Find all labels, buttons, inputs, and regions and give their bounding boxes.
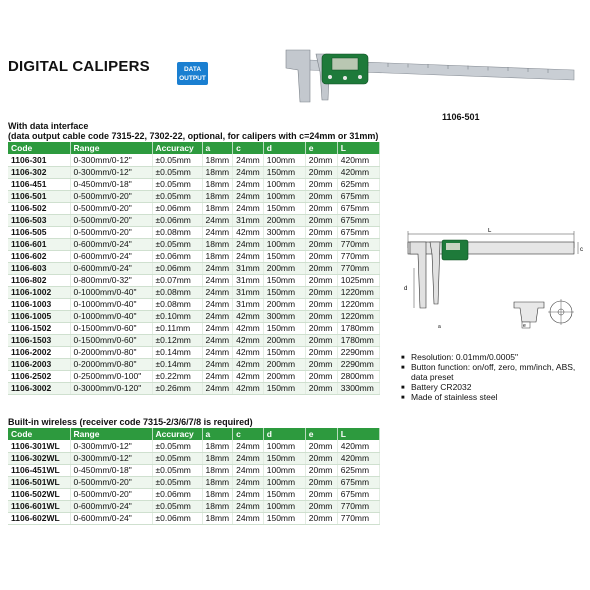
table-row [8, 370, 379, 382]
dim-label-l: L [488, 228, 492, 234]
table-header-row [8, 428, 379, 440]
cell-accuracy: ±0.14mm [152, 346, 202, 358]
cell-l: 1025mm [337, 274, 379, 286]
spec-table-data-interface [8, 142, 380, 395]
cell-a: 18mm [202, 476, 233, 488]
cell-d: 150mm [263, 202, 305, 214]
cell-range: 0-1500mm/0-60" [70, 322, 152, 334]
cell-c: 42mm [233, 370, 264, 382]
cell-a: 18mm [202, 464, 233, 476]
cell-c: 31mm [233, 286, 264, 298]
cell-accuracy: ±0.14mm [152, 358, 202, 370]
cell-e: 20mm [305, 166, 337, 178]
cell-accuracy: ±0.12mm [152, 334, 202, 346]
cell-d: 100mm [263, 500, 305, 512]
table-row [8, 322, 379, 334]
section1-caption-line2: (data output cable code 7315-22, 7302-22, optional, for calipers with c=24mm or 31mm) [8, 131, 379, 141]
cell-c: 24mm [233, 464, 264, 476]
cell-accuracy: ±0.05mm [152, 178, 202, 190]
cell-l: 770mm [337, 250, 379, 262]
cell-e: 20mm [305, 310, 337, 322]
cell-d: 200mm [263, 298, 305, 310]
cell-l: 675mm [337, 226, 379, 238]
cell-range: 0-500mm/0-20" [70, 488, 152, 500]
cell-range: 0-600mm/0-24" [70, 250, 152, 262]
cell-code: 1106-601WL [8, 500, 70, 512]
data-output-badge [177, 62, 208, 85]
dimension-drawing [398, 228, 586, 336]
cell-a: 24mm [202, 214, 233, 226]
cell-l: 770mm [337, 512, 379, 524]
cell-code: 1106-1002 [8, 286, 70, 298]
cell-range: 0-1000mm/0-40" [70, 310, 152, 322]
cell-e: 20mm [305, 334, 337, 346]
cell-c: 24mm [233, 488, 264, 500]
cell-l: 1780mm [337, 334, 379, 346]
cell-code: 1106-501 [8, 190, 70, 202]
cell-l: 625mm [337, 464, 379, 476]
cell-c: 24mm [233, 250, 264, 262]
table-row [8, 262, 379, 274]
header-accuracy: Accuracy [152, 428, 202, 440]
cell-d: 150mm [263, 488, 305, 500]
cell-accuracy: ±0.06mm [152, 214, 202, 226]
cell-code: 1106-502 [8, 202, 70, 214]
section1-caption [8, 121, 378, 141]
section2-caption-line1: Built-in wireless (receiver code 7315-2/3/6/7/8 is required) [8, 417, 253, 427]
cell-a: 18mm [202, 452, 233, 464]
cell-d: 100mm [263, 238, 305, 250]
table-row [8, 166, 379, 178]
cell-code: 1106-302WL [8, 452, 70, 464]
cell-c: 31mm [233, 298, 264, 310]
cell-a: 24mm [202, 226, 233, 238]
cell-range: 0-300mm/0-12" [70, 440, 152, 452]
cell-e: 20mm [305, 154, 337, 166]
cell-a: 18mm [202, 202, 233, 214]
cell-e: 20mm [305, 178, 337, 190]
cell-c: 24mm [233, 238, 264, 250]
cell-range: 0-1000mm/0-40" [70, 298, 152, 310]
cell-accuracy: ±0.06mm [152, 262, 202, 274]
cell-c: 24mm [233, 440, 264, 452]
cell-d: 200mm [263, 358, 305, 370]
cell-e: 20mm [305, 512, 337, 524]
cell-c: 24mm [233, 452, 264, 464]
cell-range: 0-1500mm/0-60" [70, 334, 152, 346]
cell-d: 100mm [263, 190, 305, 202]
cell-code: 1106-602 [8, 250, 70, 262]
cell-code: 1106-301WL [8, 440, 70, 452]
cell-range: 0-500mm/0-20" [70, 190, 152, 202]
cell-range: 0-800mm/0-32" [70, 274, 152, 286]
cell-l: 770mm [337, 238, 379, 250]
cell-l: 420mm [337, 440, 379, 452]
cell-accuracy: ±0.05mm [152, 166, 202, 178]
header-d: d [263, 142, 305, 154]
cell-e: 20mm [305, 440, 337, 452]
cell-c: 24mm [233, 500, 264, 512]
dim-label-c: c [580, 247, 583, 253]
header-d: d [263, 428, 305, 440]
table-row [8, 440, 379, 452]
cell-e: 20mm [305, 488, 337, 500]
cell-l: 675mm [337, 488, 379, 500]
section1-caption-line1: With data interface [8, 121, 89, 131]
cell-e: 20mm [305, 274, 337, 286]
cell-e: 20mm [305, 190, 337, 202]
cell-c: 24mm [233, 512, 264, 524]
cell-e: 20mm [305, 358, 337, 370]
cell-code: 1106-2002 [8, 346, 70, 358]
cell-range: 0-600mm/0-24" [70, 500, 152, 512]
cell-c: 42mm [233, 358, 264, 370]
header-code: Code [8, 428, 70, 440]
model-label: 1106-501 [442, 112, 480, 122]
cell-accuracy: ±0.08mm [152, 226, 202, 238]
cell-range: 0-300mm/0-12" [70, 452, 152, 464]
cell-range: 0-500mm/0-20" [70, 476, 152, 488]
table-row [8, 274, 379, 286]
cell-c: 42mm [233, 310, 264, 322]
table-row [8, 334, 379, 346]
cell-d: 150mm [263, 166, 305, 178]
cell-l: 675mm [337, 476, 379, 488]
section2-caption [8, 417, 253, 427]
cell-code: 1106-603 [8, 262, 70, 274]
dim-label-d: d [404, 286, 408, 292]
cell-e: 20mm [305, 226, 337, 238]
table-row [8, 358, 379, 370]
cell-d: 300mm [263, 226, 305, 238]
header-e: e [305, 428, 337, 440]
cell-code: 1106-451 [8, 178, 70, 190]
header-range: Range [70, 142, 152, 154]
cell-d: 150mm [263, 346, 305, 358]
cell-c: 42mm [233, 382, 264, 394]
cell-c: 42mm [233, 334, 264, 346]
cell-c: 24mm [233, 178, 264, 190]
cell-e: 20mm [305, 370, 337, 382]
cell-d: 100mm [263, 440, 305, 452]
cell-code: 1106-2003 [8, 358, 70, 370]
cell-l: 1220mm [337, 310, 379, 322]
cell-accuracy: ±0.06mm [152, 488, 202, 500]
cell-a: 18mm [202, 238, 233, 250]
cell-e: 20mm [305, 322, 337, 334]
cell-range: 0-500mm/0-20" [70, 214, 152, 226]
cell-code: 1106-502WL [8, 488, 70, 500]
caliper-image [278, 40, 578, 110]
table-row [8, 488, 379, 500]
cell-l: 675mm [337, 190, 379, 202]
cell-e: 20mm [305, 500, 337, 512]
cell-a: 24mm [202, 286, 233, 298]
cell-e: 20mm [305, 452, 337, 464]
cell-code: 1106-3002 [8, 382, 70, 394]
header-a: a [202, 142, 233, 154]
header-accuracy: Accuracy [152, 142, 202, 154]
feature-list [400, 352, 585, 402]
spec-table-wireless [8, 428, 380, 525]
cell-c: 31mm [233, 274, 264, 286]
cell-l: 2290mm [337, 346, 379, 358]
table-row [8, 154, 379, 166]
cell-a: 24mm [202, 298, 233, 310]
cell-accuracy: ±0.08mm [152, 298, 202, 310]
table-row [8, 346, 379, 358]
header-e: e [305, 142, 337, 154]
cell-accuracy: ±0.07mm [152, 274, 202, 286]
cell-e: 20mm [305, 346, 337, 358]
header-code: Code [8, 142, 70, 154]
cell-range: 0-2000mm/0-80" [70, 346, 152, 358]
badge-line1: DATA [183, 66, 202, 73]
table-row [8, 190, 379, 202]
cell-a: 18mm [202, 190, 233, 202]
cell-a: 18mm [202, 250, 233, 262]
cell-a: 24mm [202, 262, 233, 274]
cell-code: 1106-2502 [8, 370, 70, 382]
cell-a: 18mm [202, 178, 233, 190]
cell-accuracy: ±0.11mm [152, 322, 202, 334]
cell-a: 24mm [202, 334, 233, 346]
cell-accuracy: ±0.26mm [152, 382, 202, 394]
cell-a: 18mm [202, 440, 233, 452]
cell-range: 0-600mm/0-24" [70, 512, 152, 524]
cell-c: 31mm [233, 262, 264, 274]
cell-l: 1220mm [337, 286, 379, 298]
dim-label-e: e [523, 323, 526, 329]
cell-l: 770mm [337, 262, 379, 274]
table-row [8, 250, 379, 262]
table-row [8, 310, 379, 322]
cell-e: 20mm [305, 238, 337, 250]
cell-range: 0-300mm/0-12" [70, 166, 152, 178]
cell-accuracy: ±0.05mm [152, 500, 202, 512]
cell-d: 200mm [263, 214, 305, 226]
cell-code: 1106-302 [8, 166, 70, 178]
cell-accuracy: ±0.05mm [152, 154, 202, 166]
cell-a: 18mm [202, 488, 233, 500]
cell-c: 24mm [233, 190, 264, 202]
table-row [8, 512, 379, 524]
cell-code: 1106-505 [8, 226, 70, 238]
cell-accuracy: ±0.10mm [152, 310, 202, 322]
cell-e: 20mm [305, 286, 337, 298]
table-row [8, 382, 379, 394]
cell-e: 20mm [305, 202, 337, 214]
badge-line2: OUTPUT [179, 75, 206, 82]
cell-a: 18mm [202, 512, 233, 524]
cell-code: 1106-1502 [8, 322, 70, 334]
cell-d: 150mm [263, 512, 305, 524]
cell-accuracy: ±0.08mm [152, 286, 202, 298]
header-c: c [233, 142, 264, 154]
cell-l: 2800mm [337, 370, 379, 382]
cell-range: 0-3000mm/0-120" [70, 382, 152, 394]
cell-l: 1780mm [337, 322, 379, 334]
cell-d: 300mm [263, 310, 305, 322]
cell-c: 42mm [233, 226, 264, 238]
feature-item: ■ Resolution: 0.01mm/0.0005" [400, 352, 585, 362]
cell-d: 100mm [263, 464, 305, 476]
table-row [8, 226, 379, 238]
cell-a: 18mm [202, 500, 233, 512]
cell-l: 770mm [337, 500, 379, 512]
cell-c: 24mm [233, 202, 264, 214]
cell-range: 0-2000mm/0-80" [70, 358, 152, 370]
cell-accuracy: ±0.06mm [152, 250, 202, 262]
header-a: a [202, 428, 233, 440]
cell-l: 675mm [337, 214, 379, 226]
cell-a: 24mm [202, 358, 233, 370]
cell-code: 1106-301 [8, 154, 70, 166]
cell-d: 200mm [263, 334, 305, 346]
header-l: L [337, 428, 379, 440]
cell-accuracy: ±0.22mm [152, 370, 202, 382]
cell-a: 18mm [202, 166, 233, 178]
cell-d: 100mm [263, 476, 305, 488]
cell-d: 150mm [263, 286, 305, 298]
cell-range: 0-600mm/0-24" [70, 238, 152, 250]
cell-l: 420mm [337, 166, 379, 178]
cell-d: 200mm [263, 262, 305, 274]
cell-range: 0-300mm/0-12" [70, 154, 152, 166]
cell-range: 0-600mm/0-24" [70, 262, 152, 274]
cell-code: 1106-601 [8, 238, 70, 250]
cell-accuracy: ±0.05mm [152, 476, 202, 488]
cell-l: 625mm [337, 178, 379, 190]
header-c: c [233, 428, 264, 440]
cell-accuracy: ±0.05mm [152, 190, 202, 202]
cell-c: 42mm [233, 346, 264, 358]
cell-a: 24mm [202, 382, 233, 394]
table-header-row [8, 142, 379, 154]
cell-code: 1106-602WL [8, 512, 70, 524]
cell-a: 24mm [202, 310, 233, 322]
cell-a: 18mm [202, 154, 233, 166]
cell-accuracy: ±0.06mm [152, 202, 202, 214]
cell-d: 200mm [263, 370, 305, 382]
cell-code: 1106-451WL [8, 464, 70, 476]
table-row [8, 464, 379, 476]
cell-a: 24mm [202, 322, 233, 334]
header-range: Range [70, 428, 152, 440]
cell-d: 150mm [263, 382, 305, 394]
feature-item: ■ Made of stainless steel [400, 392, 585, 402]
cell-c: 42mm [233, 322, 264, 334]
cell-code: 1106-503 [8, 214, 70, 226]
cell-range: 0-2500mm/0-100" [70, 370, 152, 382]
cell-code: 1106-1503 [8, 334, 70, 346]
cell-accuracy: ±0.05mm [152, 464, 202, 476]
cell-c: 24mm [233, 166, 264, 178]
header-l: L [337, 142, 379, 154]
table-row [8, 286, 379, 298]
cell-l: 2290mm [337, 358, 379, 370]
cell-l: 675mm [337, 202, 379, 214]
cell-code: 1106-1003 [8, 298, 70, 310]
cell-range: 0-450mm/0-18" [70, 464, 152, 476]
cell-e: 20mm [305, 464, 337, 476]
cell-accuracy: ±0.05mm [152, 440, 202, 452]
feature-item: ■ Button function: on/off, zero, mm/inch, ABS, data preset [400, 362, 585, 382]
cell-l: 1220mm [337, 298, 379, 310]
cell-e: 20mm [305, 298, 337, 310]
cell-a: 24mm [202, 274, 233, 286]
cell-e: 20mm [305, 250, 337, 262]
table-row [8, 214, 379, 226]
cell-d: 150mm [263, 250, 305, 262]
cell-range: 0-500mm/0-20" [70, 226, 152, 238]
cell-a: 24mm [202, 370, 233, 382]
cell-e: 20mm [305, 214, 337, 226]
cell-d: 150mm [263, 452, 305, 464]
cell-e: 20mm [305, 262, 337, 274]
table-row [8, 238, 379, 250]
cell-c: 31mm [233, 214, 264, 226]
cell-l: 420mm [337, 452, 379, 464]
cell-c: 24mm [233, 154, 264, 166]
cell-accuracy: ±0.05mm [152, 238, 202, 250]
cell-d: 100mm [263, 154, 305, 166]
cell-range: 0-450mm/0-18" [70, 178, 152, 190]
table-row [8, 178, 379, 190]
page-title: DIGITAL CALIPERS [8, 58, 150, 75]
cell-d: 100mm [263, 178, 305, 190]
cell-d: 150mm [263, 274, 305, 286]
table-row [8, 452, 379, 464]
cell-c: 24mm [233, 476, 264, 488]
cell-code: 1106-1005 [8, 310, 70, 322]
cell-code: 1106-501WL [8, 476, 70, 488]
table-row [8, 476, 379, 488]
cell-code: 1106-802 [8, 274, 70, 286]
feature-item: ■ Battery CR2032 [400, 382, 585, 392]
cell-accuracy: ±0.05mm [152, 452, 202, 464]
cell-range: 0-500mm/0-20" [70, 202, 152, 214]
table-row [8, 298, 379, 310]
cell-e: 20mm [305, 476, 337, 488]
cell-d: 150mm [263, 322, 305, 334]
dim-label-a: a [438, 324, 441, 330]
cell-a: 24mm [202, 346, 233, 358]
cell-l: 420mm [337, 154, 379, 166]
table-row [8, 500, 379, 512]
table-row [8, 202, 379, 214]
cell-e: 20mm [305, 382, 337, 394]
cell-l: 3300mm [337, 382, 379, 394]
cell-range: 0-1000mm/0-40" [70, 286, 152, 298]
cell-accuracy: ±0.06mm [152, 512, 202, 524]
